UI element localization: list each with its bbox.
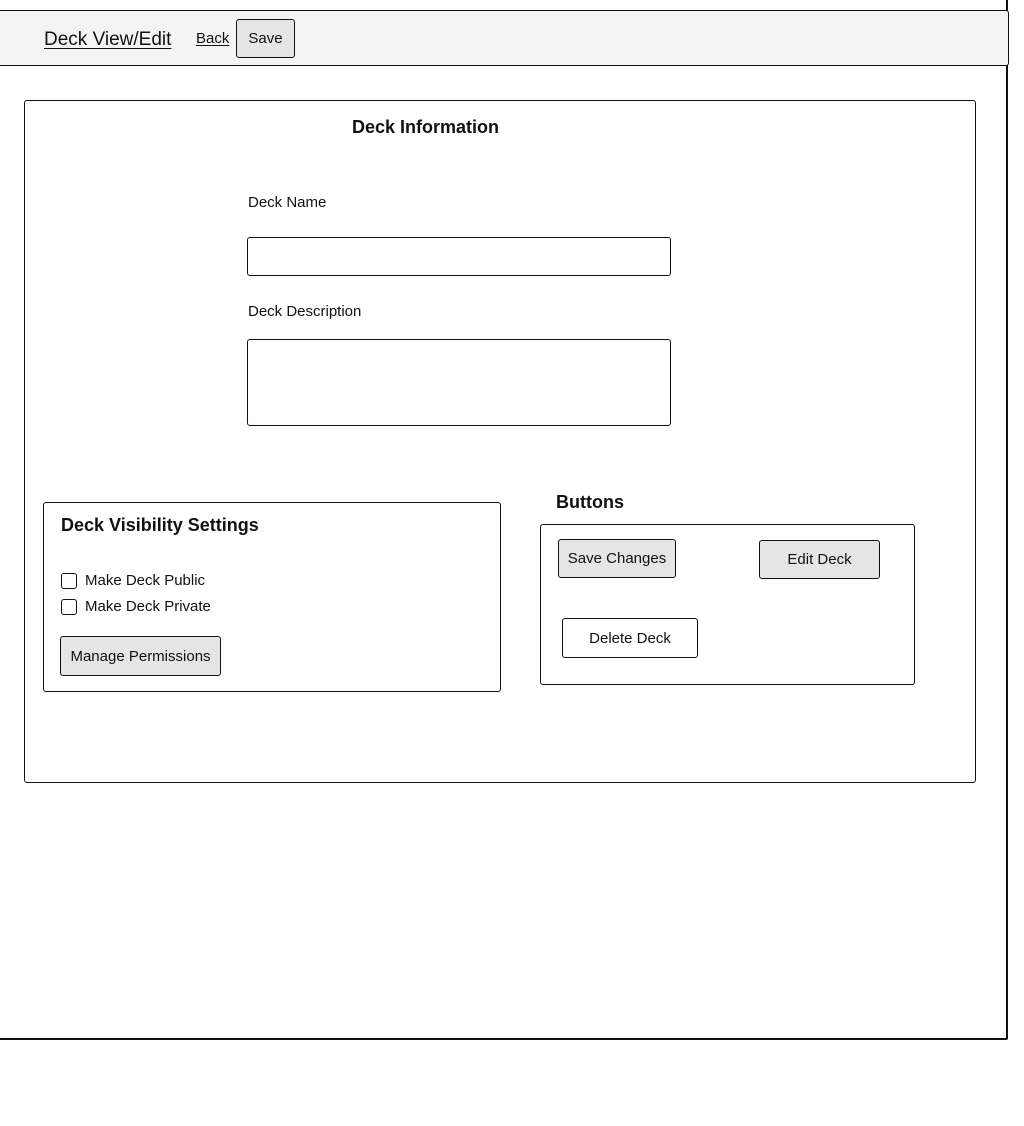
back-link[interactable]: Back [196,30,230,47]
make-deck-public-label: Make Deck Public [85,572,206,589]
save-button[interactable]: Save [236,19,295,58]
make-deck-public-option[interactable] [61,572,205,589]
page-title-link[interactable]: Deck View/Edit [44,29,172,50]
deck-name-input[interactable] [247,237,671,276]
manage-permissions-button[interactable]: Manage Permissions [60,636,221,676]
delete-deck-button[interactable]: Delete Deck [562,618,698,658]
make-deck-public-checkbox[interactable] [61,573,77,589]
make-deck-private-option[interactable] [61,598,211,615]
deck-description-textarea[interactable] [247,339,671,426]
deck-visibility-title: Deck Visibility Settings [61,515,259,535]
deck-information-title: Deck Information [352,117,500,137]
make-deck-private-checkbox[interactable] [61,599,77,615]
buttons-section-title: Buttons [556,492,624,512]
edit-deck-button[interactable]: Edit Deck [759,540,880,579]
save-changes-button[interactable]: Save Changes [558,539,676,578]
deck-name-label: Deck Name [248,194,327,211]
make-deck-private-label: Make Deck Private [85,598,211,615]
deck-description-label: Deck Description [248,303,362,320]
